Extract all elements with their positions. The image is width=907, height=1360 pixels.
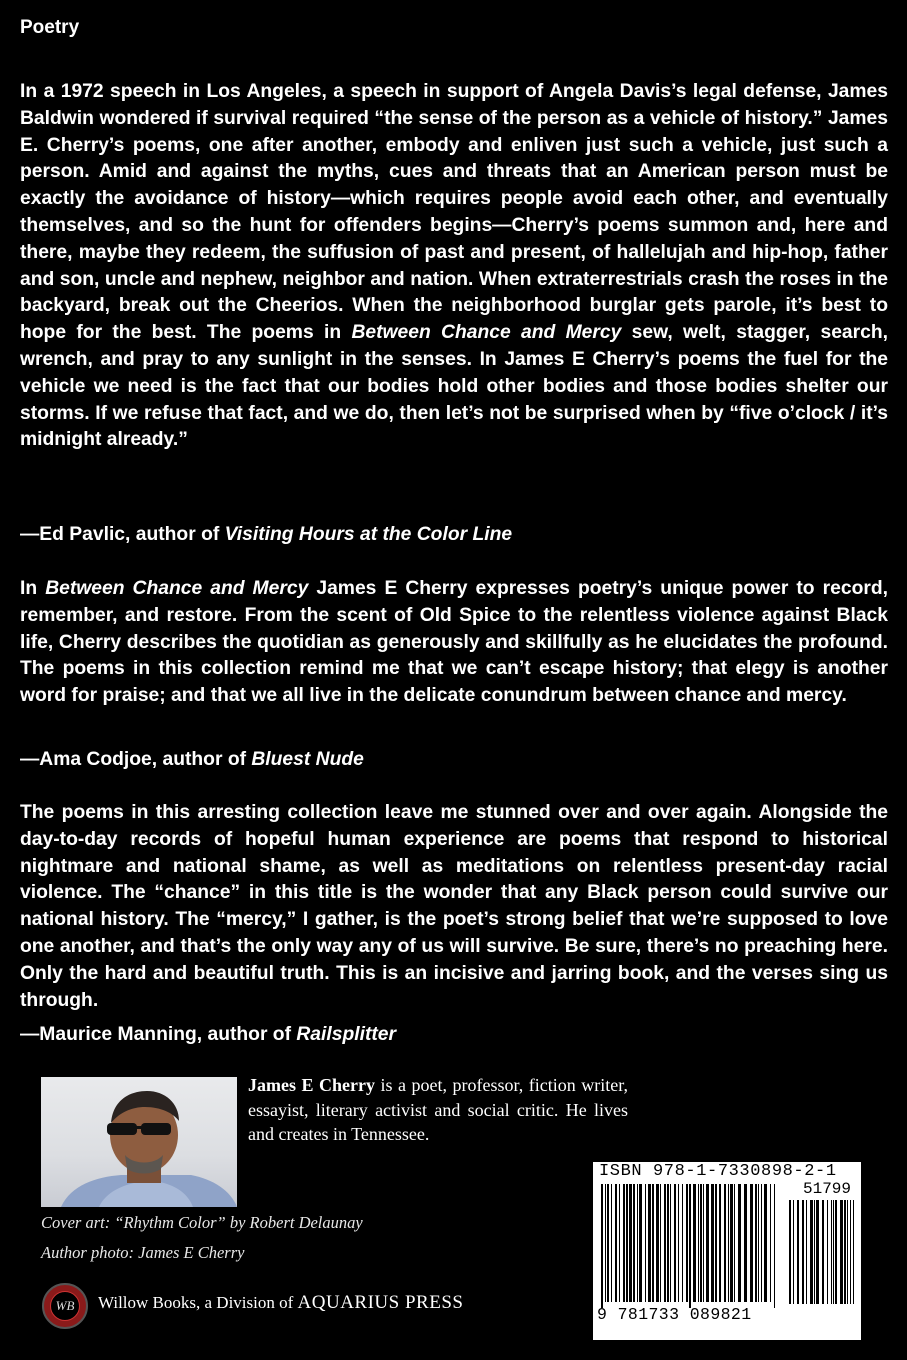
blurb-2-text-b: James E Cherry expresses poetry’s unique power to record, remember, and restore. From the scent of Old Spice to the relentless violence against Black life, Cherry describes the quotidian as generously and skillfully as he elucidates the profound. The poems in this collection remind me that we can’t escape history; that elegy is another word for praise; and that we all live in the delicate conundrum between chance and mercy. [20,578,888,707]
publisher-line [98,1292,463,1314]
publisher-logo-icon [42,1283,88,1329]
author-portrait-icon [41,1077,237,1207]
blurb-2 [20,576,888,710]
publisher-logo-letters: WB [50,1291,80,1321]
blurb-1-text-b: sew, welt, stagger, search, wrench, and pray to any sunlight in the senses. In James E Cherry’s poems the fuel for the vehicle we need is the fact that our bodies hold other bodies and those bodies shelter our storms. If we refuse that fact, and we do, then let’s not be surprised when by “five o’clock / it’s midnight already.” [20,322,889,451]
attribution-3 [20,1024,396,1046]
blurb-2-text-a: In [20,578,46,599]
attribution-1 [20,524,512,546]
author-bio [248,1073,628,1147]
cover-art-credit: Cover art: “Rhythm Color” by Robert Delaunay [41,1213,363,1232]
genre-label: Poetry [20,17,80,38]
barcode-digits: 9 781733 089821 [597,1305,752,1324]
blurb-1-text-a: In a 1972 speech in Los Angeles, a speech in support of Angela Davis’s legal defense, James Baldwin wondered if survival required “the sense of the person as a vehicle of history.” James E. Cherry’s poems, one after another, embody and enliven just such a vehicle, just such a person. Amid and against the myths, cues and threats that an American person must be exactly the avoidance of history—which requires people avoid each other, and eventually themselves, and so the hunt for offenders begins—Cherry’s poems summon and, here and there, maybe they redeem, the suffusion of past and present, of hallelujah and hip-hop, father and son, uncle and nephew, neighbor and nation. When extraterrestrials crash the roses in the backyard, break out the Cheerios. When the neighborhood burglar gets parole, it’s best to hope for the best. The poems in [20,81,888,344]
attribution-3-prefix: —Maurice Manning, author of [20,1024,297,1045]
author-photo-credit: Author photo: James E Cherry [41,1243,245,1262]
author-photo [41,1077,237,1207]
isbn-label: ISBN 978-1-7330898-2-1 [599,1162,837,1181]
price-code: 51799 [803,1180,852,1198]
attribution-2-prefix: —Ama Codjoe, author of [20,749,252,770]
blurb-3 [20,800,888,1014]
attribution-1-title: Visiting Hours at the Color Line [224,524,513,545]
blurb-2-book-title: Between Chance and Mercy [45,578,309,599]
blurb-3-text: The poems in this arresting collection leave me stunned over and over again. Alongside the day-to-day records of hopeful human experience are poems that respond to historical nightmare and national shame, as well as meditations on relentless present-day racial violence. The “chance” in this title is the wonder that any Black person could survive our national history. The “mercy,” I gather, is the poet’s strong belief that we’re supposed to love one another, and that’s the only way any of us will survive. Be sure, there’s no preaching here. Only the hard and beautiful truth. This is an incisive and jarring book, and the verses sing us through. [20,802,888,1011]
attribution-3-title: Railsplitter [296,1024,397,1045]
author-bio-text: is a poet, professor, fiction writer, essayist, literary activist and social critic. He lives and creates in Tennessee. [248,1075,628,1144]
attribution-2-title: Bluest Nude [251,749,364,770]
attribution-1-prefix: —Ed Pavlic, author of [20,524,225,545]
blurb-1 [20,79,888,454]
barcode-box [593,1162,861,1340]
blurb-1-book-title: Between Chance and Mercy [351,322,622,344]
publisher-prefix: Willow Books, a Division of [98,1293,298,1312]
attribution-2 [20,749,364,771]
publisher-name: AQUARIUS PRESS [297,1292,464,1313]
author-name: James E Cherry [248,1075,375,1095]
